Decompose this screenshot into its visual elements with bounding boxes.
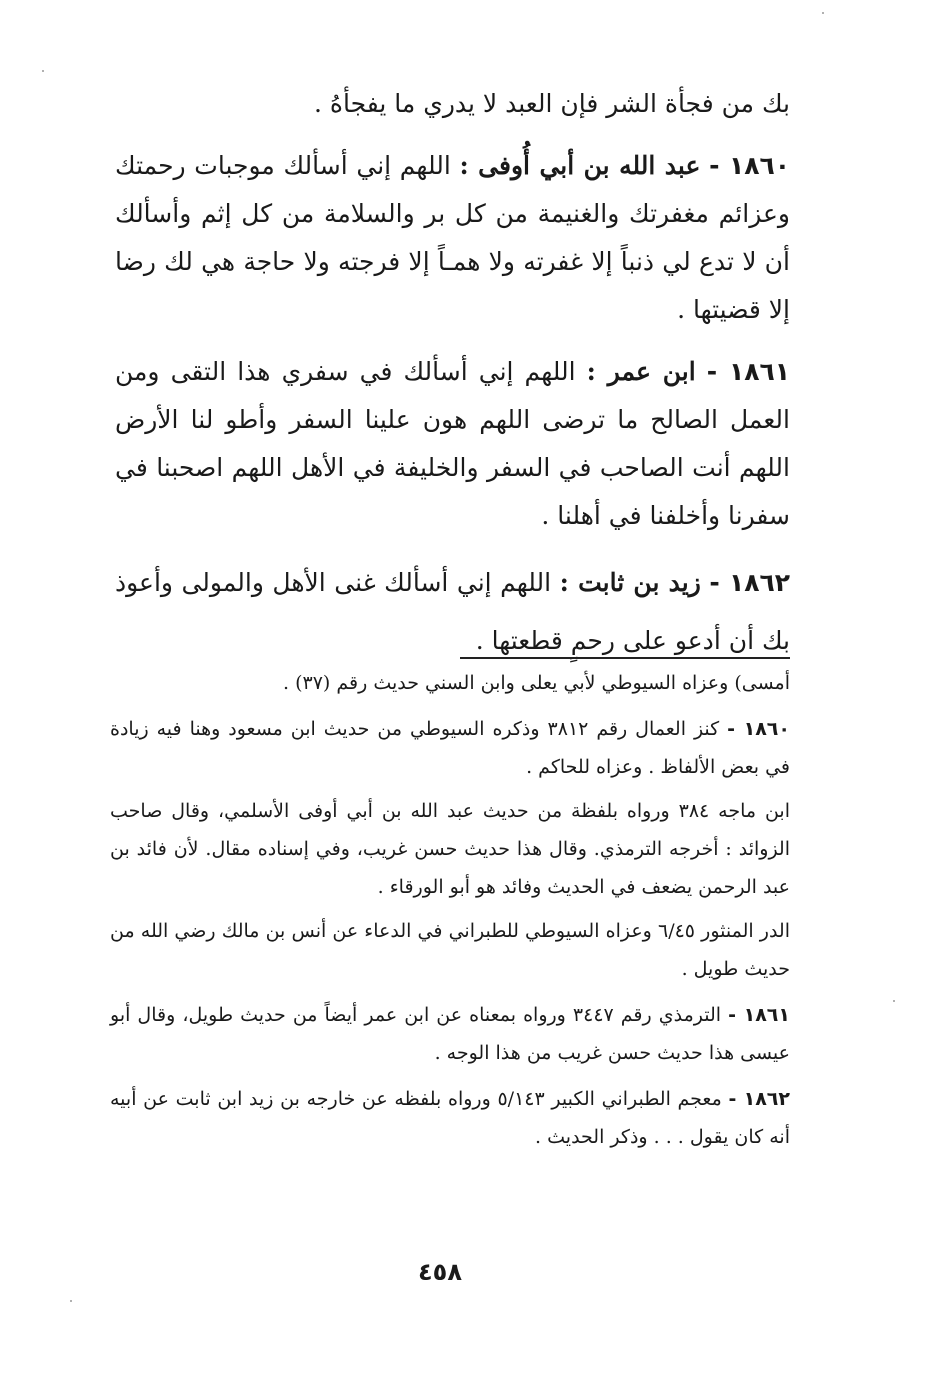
entry-1861 <box>115 348 790 540</box>
entry-text: اللهم إني أسألك في سفري هذا التقى ومن العمل الصالح ما ترضى اللهم هون علينا السفر وأطو لنا الأرض اللهم أنت الصاحب في السفر والخليفة في الأهل اللهم اصحبنا في سفرنا وأخلفنا في أهلنا . <box>115 357 790 530</box>
entry-1862 <box>115 554 790 670</box>
entry-number: ١٨٦٢ - <box>709 568 790 597</box>
footnote-text: الترمذي رقم ٣٤٤٧ ورواه بمعناه عن ابن عمر أيضاً من حديث طويل، وقال أبو عيسى هذا حديث حسن غريب من هذا الوجه . <box>110 1004 790 1064</box>
footnote-1861 <box>110 996 790 1072</box>
scan-speck <box>42 70 44 72</box>
footnote-number: ١٨٦١ - <box>728 1004 790 1026</box>
entry-text: اللهم إني أسألك موجبات رحمتك وعزائم مغفرتك والغنيمة من كل بر والسلامة من كل إثم وأسألك أن لا تدع لي ذنباً إلا غفرته ولا همـاً إلا فرجته ولا حاجة هي لك رضا إلا قضيتها . <box>115 151 790 324</box>
entry-number: ١٨٦٠ - <box>709 151 790 180</box>
entry-speaker: ابن عمر : <box>586 357 696 386</box>
entry-number: ١٨٦١ - <box>706 357 790 386</box>
scan-speck <box>822 12 824 14</box>
footnote-text: معجم الطبراني الكبير ٥/١٤٣ ورواه بلفظه عن خارجه بن زيد ابن ثابت عن أبيه أنه كان يقول . . . وذكر الحديث . <box>110 1088 790 1148</box>
footnote-number: ١٨٦٢ - <box>728 1088 790 1110</box>
footnote-1860-b: ابن ماجه ٣٨٤ ورواه بلفظة من حديث عبد الله بن أبي أوفى الأسلمي، وقال صاحب الزوائد : أخرجه الترمذي. وقال هذا حديث حسن غريب، وفي إسناده مقال. لأن فائد بن عبد الرحمن يضعف في الحديث وفائد هو أبو الورقاء . <box>110 800 790 898</box>
page-number: ٤٥٨ <box>418 1258 462 1286</box>
opening-line: بك من فجأة الشر فإن العبد لا يدري ما يفجأهُ . <box>314 89 790 118</box>
entry-1860 <box>115 142 790 334</box>
footnote-continuation: أمسى) وعزاه السيوطي لأبي يعلى وابن السني حديث رقم (٣٧) . <box>283 672 790 694</box>
entry-speaker: زيد بن ثابت : <box>559 568 701 597</box>
footnotes <box>110 664 790 1162</box>
footnote-1860-c: الدر المنثور ٦/٤٥ وعزاه السيوطي للطبراني في الدعاء عن أنس بن مالك رضي الله من حديث طويل . <box>110 920 790 980</box>
footnote-1860-a <box>110 710 790 786</box>
footnote-1862 <box>110 1080 790 1156</box>
main-text <box>115 80 790 684</box>
footnote-number: ١٨٦٠ - <box>727 718 790 740</box>
entry-speaker: عبد الله بن أبي أُوفى : <box>459 151 701 180</box>
scan-speck <box>70 1300 72 1302</box>
footnote-text: كنز العمال رقم ٣٨١٢ وذكره السيوطي من حديث ابن مسعود وهنا فيه زيادة في بعض الألفاظ . وعزاه للحاكم . <box>110 718 790 778</box>
entry-text: اللهم إني أسألك غنى الأهل والمولى وأعوذ بك أن أدعو على رحمٍ قطعتها . <box>115 568 790 655</box>
footnote-divider <box>460 657 790 659</box>
scan-speck <box>893 1000 895 1002</box>
